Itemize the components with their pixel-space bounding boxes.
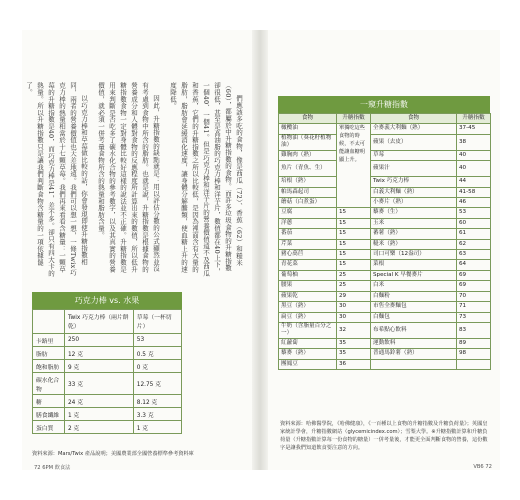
table-cell: 蘋果（去皮）	[371, 134, 457, 150]
table-cell: 紅蘿蔔	[279, 338, 337, 348]
glycemic-table-title: 一窺升糖指數	[278, 96, 490, 113]
table-cell: 70	[457, 291, 491, 301]
table-cell: Special K 早餐麥片	[371, 270, 457, 280]
table-cell: 布希點心飲料	[371, 322, 457, 338]
table-cell: 29	[337, 291, 371, 301]
paragraph: 以巧克力棒和草莓做比較的話，你會發現即使升糖指數相同，兩者的營養價值也天差地遠。我們可以想一想，一條Twix巧克力棒的熱量相當於十七顆草莓。我們再來看看含糖量：一顆草莓的升糖指數是40，而巧克力棒是41，差不多。卻只有四大卡的熱量。所以升糖指數只是讓我們判斷食物含糖量的一項依據罷了。	[25, 82, 88, 277]
column-header: 食物	[279, 114, 337, 124]
table-row	[279, 208, 491, 218]
table-cell: 44	[457, 177, 491, 187]
table-cell: 洋蔥	[279, 218, 337, 228]
table-cell: 玉米	[371, 218, 457, 228]
table-cell: 53	[133, 334, 181, 347]
comparison-table	[32, 292, 182, 434]
table-row	[279, 250, 491, 260]
table-cell: 61	[457, 229, 491, 239]
table-cell: 71	[457, 302, 491, 312]
table-cell: 單獨吃這些食物的時候，不太可能讓血糖明顯上升。	[337, 124, 371, 208]
table-row	[279, 150, 491, 160]
table-cell: 菜根	[371, 260, 457, 270]
table-cell: 運動飲料	[371, 338, 457, 348]
table-cell: 牛奶（含脂量百分之一）	[279, 322, 337, 338]
table-cell: 62	[457, 239, 491, 249]
table-cell: 0.5 克	[133, 347, 181, 360]
table-row	[33, 334, 182, 347]
table-row	[279, 349, 491, 359]
table-cell	[457, 359, 491, 369]
page-footer: 72 6PM 飲食法	[34, 465, 71, 471]
table-row	[279, 338, 491, 348]
table-cell: 橄欖油	[279, 124, 337, 134]
table-cell: 98	[457, 349, 491, 359]
table-cell: 41-58	[457, 187, 491, 197]
table-cell: 膳食纖維	[33, 408, 65, 421]
table-cell: 73	[457, 312, 491, 322]
table-cell: 白麵包	[371, 312, 457, 322]
table-cell: 9 克	[64, 360, 133, 373]
column-header: 升糖指數	[337, 114, 371, 124]
table-row	[33, 408, 182, 421]
comparison-table-title: 巧克力棒 vs. 水果	[32, 292, 182, 309]
table-cell: 豬心萵苣	[279, 250, 337, 260]
table-cell: 15	[337, 208, 371, 218]
table-cell: 腰果	[279, 281, 337, 291]
table-cell: 12 克	[64, 347, 133, 360]
paragraph: 因此，升糖指數的缺點就是：用以評估分數的公式顯然並沒有考慮到食物中所含的脂肪。也就是說，升糖指數是根據食物的營養成分和人體對食物的反應程度所計算出來的數值，所以低升糖指數食物一定對身體比較好這樣的說法並不正確。升糖指數是用來判斷是否吃多了碳水化合物的參考數字，以及其真實的營養價值，就必須一併考量食物所含的熱量和脂肪含量。	[97, 82, 160, 273]
table-cell: 40	[457, 150, 491, 160]
table-cell: 25	[337, 281, 371, 291]
table-cell: 帕馬森起司	[279, 187, 337, 197]
table-cell: 15	[337, 239, 371, 249]
table-cell: 15	[337, 260, 371, 270]
table-cell: 扁豆（熟）	[279, 312, 337, 322]
table-cell: 83	[457, 322, 491, 338]
table-cell: 蘋果汁	[371, 161, 457, 177]
table-cell: 40	[457, 161, 491, 177]
table-cell: 司口可樂（12盎司）	[371, 250, 457, 260]
page-footer: VB6 72	[473, 464, 492, 470]
table-cell: 番茄	[279, 229, 337, 239]
comparison-table-source: 資料來源：Mars/Twix 產品說明；美國農業部全國營養標準參考資料庫	[32, 451, 194, 457]
table-cell: 35	[337, 349, 371, 359]
column-header: 食物	[371, 114, 457, 124]
table-row	[279, 161, 491, 177]
table-cell: 3.3 克	[133, 408, 181, 421]
table-cell: 糙米（熟）	[371, 239, 457, 249]
table-cell: 白義大利麵（熟）	[371, 187, 457, 197]
table-cell: 60	[457, 218, 491, 228]
table-cell: 24 克	[64, 395, 133, 408]
table-row	[279, 177, 491, 187]
table-cell: 64	[457, 260, 491, 270]
table-cell: 2 克	[64, 421, 133, 434]
glycemic-index-table	[278, 96, 490, 370]
table-cell: 蛋白質	[33, 421, 65, 434]
table-cell: 白麵粉	[371, 291, 457, 301]
table-cell: 32	[337, 322, 371, 338]
table-cell: 黑豆（熟）	[279, 302, 337, 312]
table-cell: 芹菜	[279, 239, 337, 249]
left-page	[22, 30, 252, 470]
table-row	[279, 359, 491, 369]
table-cell: 250	[64, 334, 133, 347]
table-cell: 藜麥（熟）	[279, 349, 337, 359]
table-row	[33, 395, 182, 408]
table-row	[279, 124, 491, 134]
table-cell: 植物油（葵花籽植物油）	[279, 134, 337, 150]
table-cell: 青花菜	[279, 260, 337, 270]
table-cell: 25	[337, 270, 371, 280]
table-row	[279, 291, 491, 301]
table-cell: 糖	[33, 395, 65, 408]
table-cell: 69	[457, 281, 491, 291]
table-cell: 35	[337, 338, 371, 348]
table-row	[279, 322, 491, 338]
table-row	[279, 302, 491, 312]
table-cell: 草莓	[371, 150, 457, 160]
table-cell: 全麥義大利麵（熟）	[371, 124, 457, 134]
table-cell: 蕃薯（熟）	[371, 229, 457, 239]
table-cell: 89	[457, 338, 491, 348]
table-row	[33, 347, 182, 360]
table-row	[33, 373, 182, 395]
table-row	[279, 239, 491, 249]
table-row	[279, 270, 491, 280]
body-text	[25, 82, 244, 278]
table-cell: 蘑菇（白煮蛋）	[279, 198, 337, 208]
table-cell: 飽和脂肪	[33, 360, 65, 373]
table-cell: 白米	[371, 281, 457, 291]
table-row	[279, 229, 491, 239]
table-row	[279, 198, 491, 208]
table-row	[279, 281, 491, 291]
table-cell: 15	[337, 218, 371, 228]
table-row	[33, 360, 182, 373]
book-gutter	[252, 30, 268, 470]
table-cell: 魚片（青魚、生）	[279, 161, 337, 177]
table-cell: 葡萄柚	[279, 270, 337, 280]
table-row	[279, 260, 491, 270]
table-cell: 30	[337, 302, 371, 312]
table-cell: 雞胸肉（熟）	[279, 150, 337, 160]
table-cell: 36	[337, 359, 371, 369]
table-cell: 53	[457, 208, 491, 218]
table-cell: 37-45	[457, 124, 491, 134]
table-cell: 藜麥（生）	[371, 208, 457, 218]
table-cell: 63	[457, 250, 491, 260]
table-cell: 46	[457, 198, 491, 208]
table-cell: 普通馬鈴薯（熟）	[371, 349, 457, 359]
glycemic-table-source: 資料來源：哈佛醫學院，《哈佛健康》，《一百種以上食物的升糖指數及升糖負荷量》；英國皇家統計學會，升糖指數網站（glycemicindex.com）；雪梨大學。※升糖指數計算和升糖負荷量（升糖指數計算每一份食物的糖量）一併考量後，才能更全面判斷食物的營養，這份數字是讓我們知道飲食要注意的方向。	[280, 421, 488, 451]
table-cell: Twix 巧克力棒	[371, 177, 457, 187]
table-cell: 69	[457, 270, 491, 280]
table-cell: 8.12 克	[133, 395, 181, 408]
table-row	[279, 187, 491, 197]
right-page	[268, 30, 500, 470]
header-cell: Twix 巧克力棒（兩片餅乾）	[64, 310, 133, 334]
table-cell: 脂肪	[33, 347, 65, 360]
table-cell: 38	[457, 134, 491, 150]
paragraph: 們應該多吃的食物，像是西瓜（72）、香蕉（62）和糙米（60），都屬於中升糖指數的食物。而許多垃圾食物的升糖指數卻很低，甚至是高油脂的巧克力棒和洋芋片，數值都在40上下，一個40、一個41。但是巧克力棒和洋芋片的營養價值遠不及西瓜和香蕉，它們的升糖指數之所以比較低，是因為裡面含有大量的脂肪，脂肪會延緩消化速度，讓身體分解醣類，使血糖上升的速度降低。	[169, 82, 243, 277]
table-cell: 小麥片（熟）	[371, 198, 457, 208]
table-cell: 豆腐	[279, 208, 337, 218]
table-cell: 1 克	[133, 421, 181, 434]
table-cell: 15	[337, 250, 371, 260]
table-row	[279, 134, 491, 150]
table-cell: 培根（熟）	[279, 177, 337, 187]
table-cell	[371, 359, 457, 369]
table-cell: 蘋果乾	[279, 291, 337, 301]
table-cell: 12.75 克	[133, 373, 181, 395]
table-cell: 15	[337, 229, 371, 239]
header-cell: 草莓（一杯切片）	[133, 310, 181, 334]
table-cell: 團鳳豆	[279, 359, 337, 369]
table-cell: 卡路里	[33, 334, 65, 347]
table-cell: 30	[337, 312, 371, 322]
table-row	[33, 421, 182, 434]
header-blank-cell	[33, 310, 65, 334]
table-cell: 1 克	[64, 408, 133, 421]
column-header: 升糖指數	[457, 114, 491, 124]
table-row	[279, 218, 491, 228]
table-cell: 0 克	[133, 360, 181, 373]
table-cell: 市售全麥麵包	[371, 302, 457, 312]
table-cell: 碳水化合物	[33, 373, 65, 395]
table-cell: 33 克	[64, 373, 133, 395]
table-row	[279, 312, 491, 322]
